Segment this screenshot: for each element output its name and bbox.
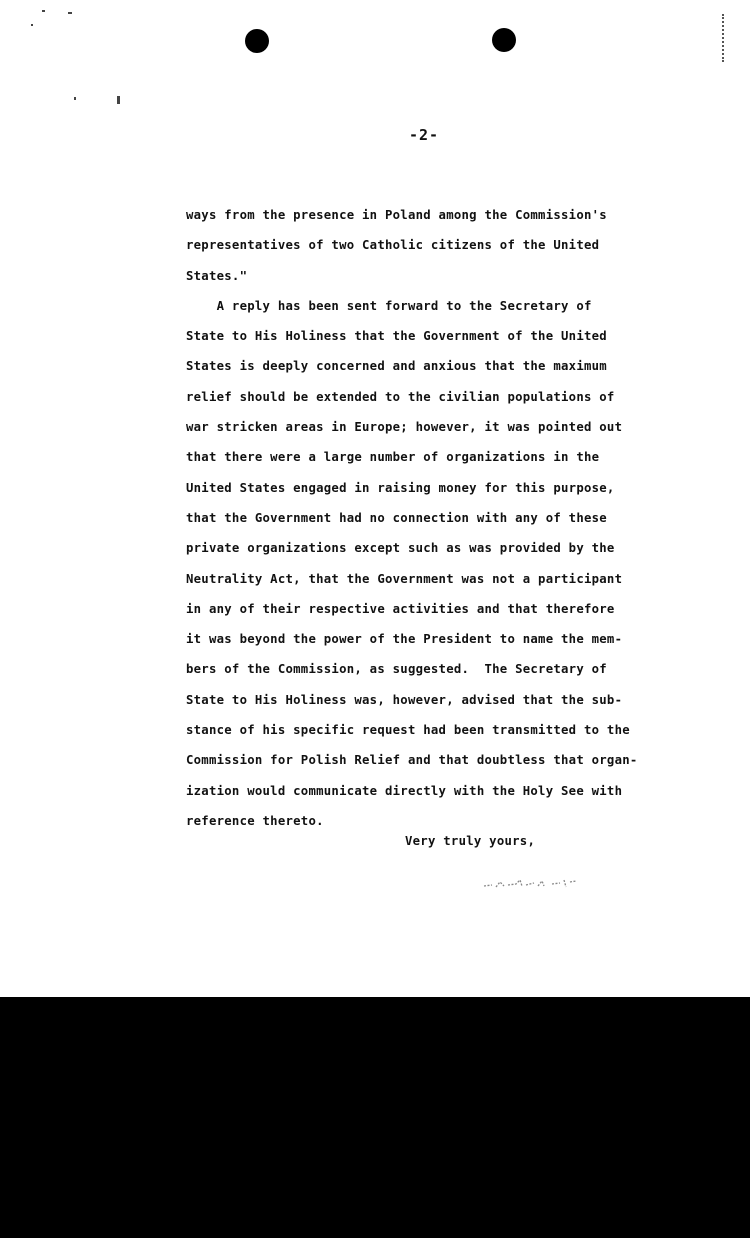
punch-hole-icon [492, 28, 516, 52]
scan-speck [42, 10, 45, 12]
scan-speck [74, 97, 76, 100]
body-line: representatives of two Catholic citizens of the United [186, 238, 600, 253]
body-line: States." [186, 268, 248, 283]
scan-speck [68, 12, 72, 14]
body-line: private organizations except such as was provided by the [186, 541, 615, 556]
body-line: bers of the Commission, as suggested. The Secretary of [186, 662, 607, 677]
body-line: Commission for Polish Relief and that doubtless that organ- [186, 753, 638, 768]
edge-mark [722, 14, 732, 62]
faint-signature-icon [482, 876, 578, 890]
punch-hole-icon [245, 29, 269, 53]
body-line: State to His Holiness was, however, advised that the sub- [186, 692, 623, 707]
body-line: that there were a large number of organizations in the [186, 450, 600, 465]
page-number: -2- [409, 126, 440, 144]
scan-speck [117, 96, 120, 104]
body-line: war stricken areas in Europe; however, it was pointed out [186, 420, 623, 435]
body-line: ways from the presence in Poland among the Commission's [186, 208, 607, 222]
body-line: in any of their respective activities and that therefore [186, 601, 615, 616]
body-line: stance of his specific request had been transmitted to the [186, 723, 630, 738]
letter-body [186, 200, 726, 836]
body-line: that the Government had no connection with any of these [186, 510, 607, 525]
body-line: ization would communicate directly with the Holy See with [186, 783, 623, 798]
body-line: relief should be extended to the civilian populations of [186, 389, 615, 404]
body-line: reference thereto. [186, 813, 324, 828]
body-line: Neutrality Act, that the Government was not a participant [186, 571, 623, 586]
closing-salutation: Very truly yours, [405, 834, 536, 848]
body-line: State to His Holiness that the Government of the United [186, 329, 607, 344]
body-line: it was beyond the power of the President to name the mem- [186, 632, 623, 647]
body-line: United States engaged in raising money for this purpose, [186, 480, 615, 495]
body-line: States is deeply concerned and anxious that the maximum [186, 359, 607, 374]
scan-speck [31, 24, 33, 26]
body-line: A reply has been sent forward to the Secretary of [186, 298, 592, 313]
